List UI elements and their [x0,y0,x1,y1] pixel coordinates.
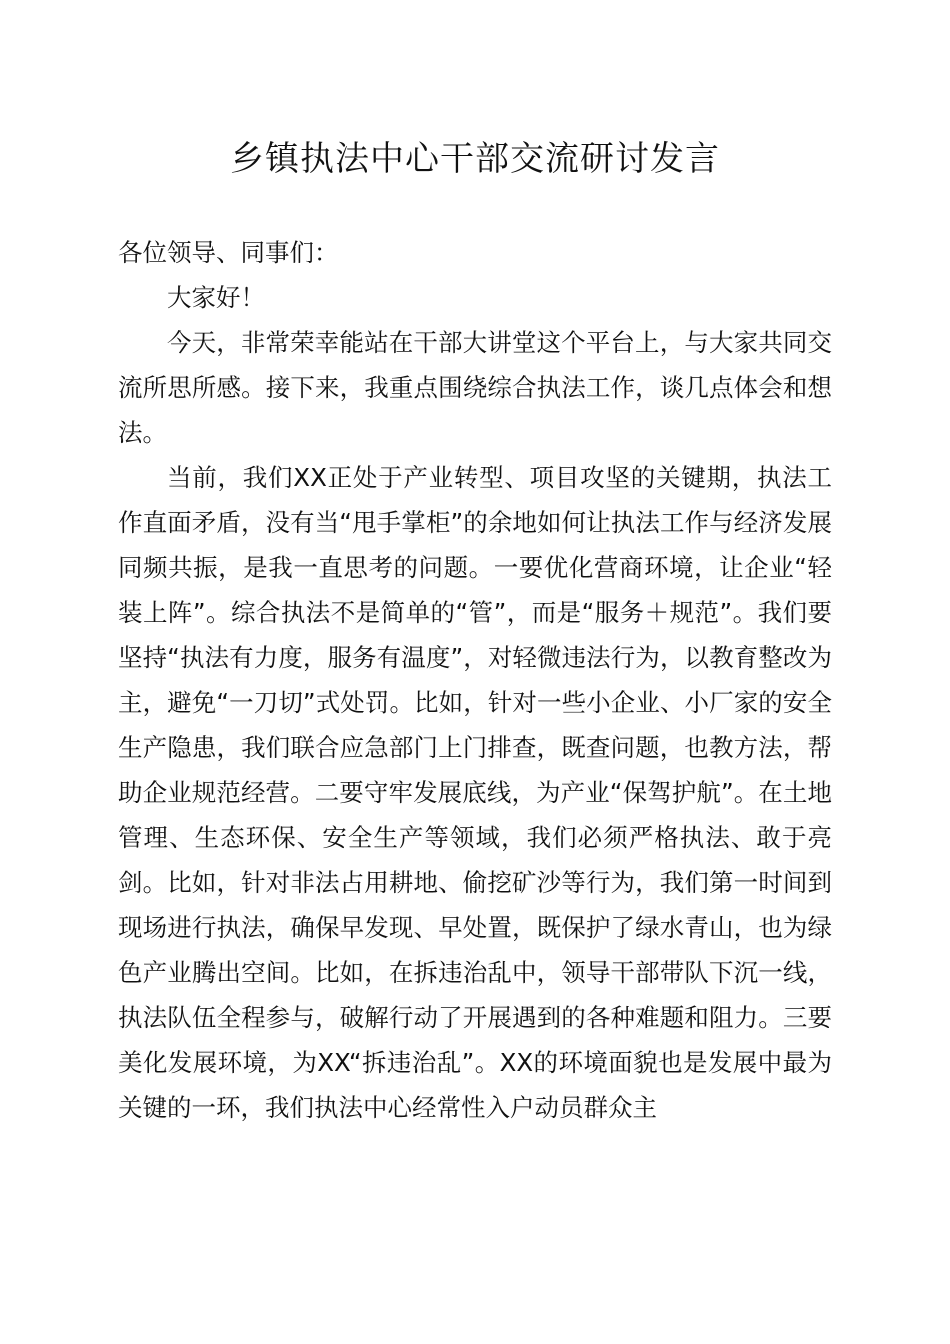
paragraph: 当前，我们XX正处于产业转型、项目攻坚的关键期，执法工作直面矛盾，没有当“甩手掌柜”的余地如何让执法工作与经济发展同频共振，是我一直思考的问题。一要优化营商环境，让企业“轻装上阵”。综合执法不是简单的“管”，而是“服务＋规范”。我们要坚持“执法有力度，服务有温度”，对轻微违法行为，以教育整改为主，避免“一刀切”式处罚。比如，针对一些小企业、小厂家的安全生产隐患，我们联合应急部门上门排查，既查问题，也教方法，帮助企业规范经营。二要守牢发展底线，为产业“保驾护航”。在土地管理、生态环保、安全生产等领域，我们必须严格执法、敢于亮剑。比如，针对非法占用耕地、偷挖矿沙等行为，我们第一时间到现场进行执法，确保早发现、早处置，既保护了绿水青山，也为绿色产业腾出空间。比如，在拆违治乱中，领导干部带队下沉一线，执法队伍全程参与，破解行动了开展遇到的各种难题和阻力。三要美化发展环境，为XX“拆违治乱”。XX的环境面貌也是发展中最为关键的一环，我们执法中心经常性入户动员群众主 [118,463,832,1122]
paragraph: 今天，非常荣幸能站在干部大讲堂这个平台上，与大家共同交流所思所感。接下来，我重点围绕综合执法工作，谈几点体会和想法。 [118,328,832,447]
document-title: 乡镇执法中心干部交流研讨发言 [230,139,720,179]
salutation: 各位领导、同事们： [118,238,339,267]
document-body [118,230,832,1130]
greeting: 大家好！ [167,283,265,312]
